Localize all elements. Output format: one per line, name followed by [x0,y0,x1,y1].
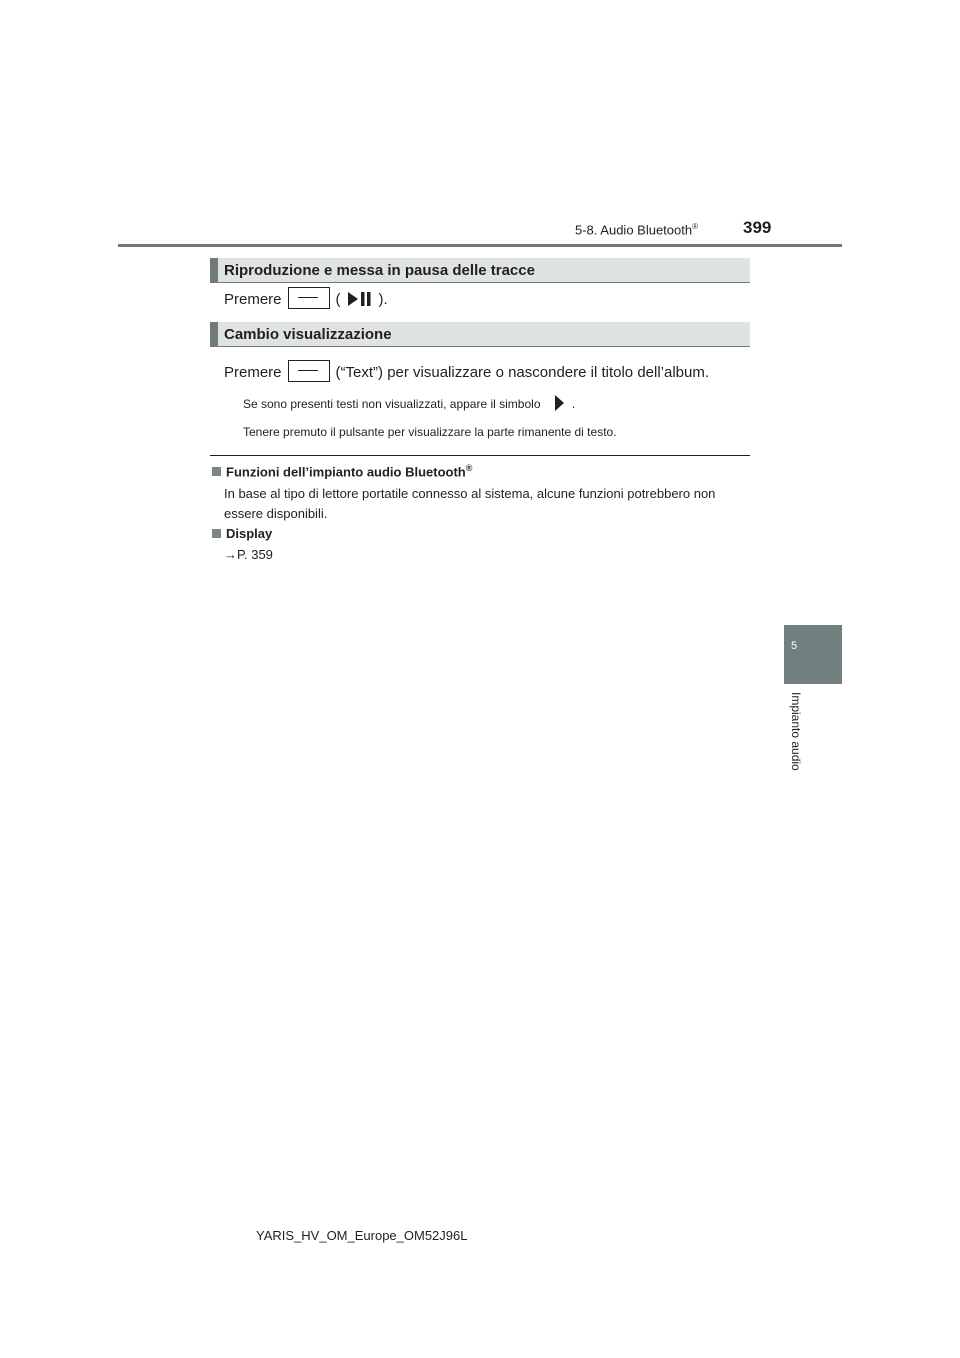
page-reference [224,545,273,565]
note-heading-text: Display [226,526,273,541]
notes-divider [210,455,750,456]
instruction-suffix: (“Text”) per visualizzare o nascondere il titolo dell’album. [335,363,710,381]
chapter-label: Impianto audio [789,692,803,771]
section-heading-text: Riproduzione e messa in pausa delle tracce [224,262,535,279]
note-scroll-symbol [243,396,575,414]
key-button-box [288,360,330,382]
scroll-arrow-icon [552,394,566,412]
chapter-tab [784,625,842,684]
section-heading-text: Cambio visualizzazione [224,326,392,343]
square-bullet-icon [212,467,221,476]
instruction-play-pause [224,289,388,311]
note-text: Se sono presenti testi non visualizzati, appare il simbolo [243,397,541,412]
page-reference-link[interactable]: P. 359 [237,547,273,562]
note-heading-bluetooth [212,463,472,479]
header-rule [118,244,842,247]
section-heading-play-pause [210,258,750,283]
registered-mark: ® [465,463,473,473]
note-hold-button: Tenere premuto il pulsante per visualizzare la parte rimanente di testo. [243,425,617,439]
document-footer: YARIS_HV_OM_Europe_OM52J96L [256,1228,468,1243]
paren-open: ( [335,290,341,308]
paren-close: ). [378,290,388,308]
registered-mark: ® [692,222,698,231]
note-text-end: . [571,397,576,412]
key-button-box [288,287,330,309]
instruction-display [224,362,709,384]
section-title-text: 5-8. Audio Bluetooth [575,222,693,238]
arrow-icon: → [224,547,237,562]
square-bullet-icon [212,529,221,538]
section-heading-display [210,322,750,347]
instruction-prefix: Premere [224,290,282,308]
play-pause-icon [347,291,373,307]
page-number: 399 [743,218,772,237]
note-body-bluetooth: In base al tipo di lettore portatile connesso al sistema, alcune funzioni potrebbero non essere disponibili. [224,486,716,521]
note-heading-text: Funzioni dell’impianto audio Bluetooth [226,464,466,480]
instruction-prefix: Premere [224,363,282,381]
chapter-number: 5 [790,640,798,652]
note-heading-display [212,526,272,541]
section-title [575,222,698,237]
